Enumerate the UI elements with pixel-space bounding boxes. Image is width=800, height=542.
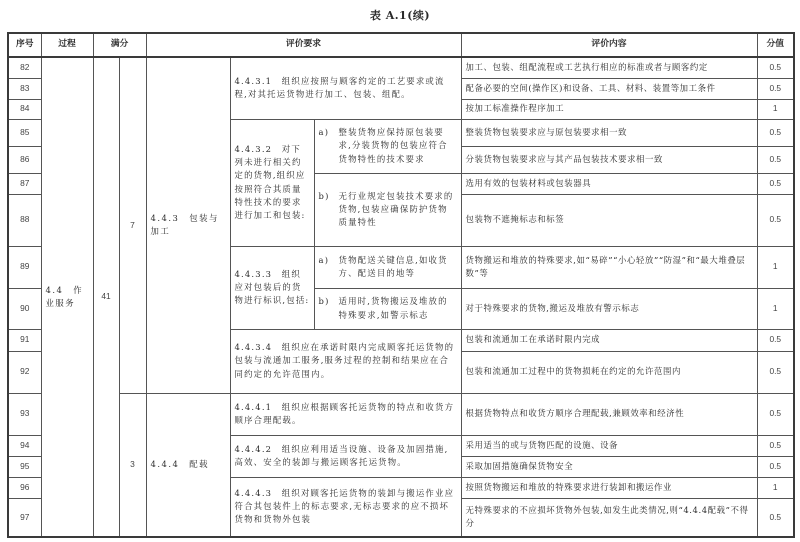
row-score: 0.5	[757, 456, 794, 477]
row-content: 包装物不遮掩标志和标签	[461, 194, 757, 246]
item-marker: b)	[318, 296, 330, 307]
row-content: 按照货物搬运和堆放的特殊要求进行装卸和搬运作业	[461, 477, 757, 498]
row-score: 0.5	[757, 498, 794, 537]
item-marker: a)	[318, 127, 330, 138]
requirement-4432: 4.4.3.2 对下列未进行相关约定的货物,组织应按照符合其质量特性技术的要求进行加工和包装:	[230, 119, 314, 246]
row-content: 采取加固措施确保货物安全	[461, 456, 757, 477]
process-full-score: 41	[93, 57, 119, 537]
row-score: 1	[757, 99, 794, 119]
requirement-4441: 4.4.4.1 组织应根据顾客托运货物的特点和收货方顺序合理配载。	[230, 393, 461, 435]
row-seq: 97	[8, 498, 41, 537]
row-seq: 86	[8, 146, 41, 173]
row-score: 0.5	[757, 393, 794, 435]
table-row	[8, 393, 794, 435]
item-text: 适用时,货物搬运及堆放的特殊要求,如警示标志	[338, 296, 448, 320]
row-seq: 82	[8, 57, 41, 78]
subprocess-full-score-444: 3	[119, 393, 146, 537]
header-content: 评价内容	[461, 33, 757, 57]
row-score: 0.5	[757, 329, 794, 351]
row-seq: 94	[8, 435, 41, 456]
requirement-4433a	[314, 246, 461, 288]
row-content: 对于特殊要求的货物,搬运及堆放有警示标志	[461, 288, 757, 329]
row-content: 无特殊要求的不应损坏货物外包装,如发生此类情况,则“4.4.4配载”不得分	[461, 498, 757, 537]
row-seq: 93	[8, 393, 41, 435]
row-score: 0.5	[757, 146, 794, 173]
header-row	[8, 33, 794, 57]
row-score: 0.5	[757, 119, 794, 146]
requirement-4434: 4.4.3.4 组织应在承诺时限内完成顾客托运货物的包装与流通加工服务,服务过程的控制和结果应在合同约定的允许范围内。	[230, 329, 461, 393]
row-score: 0.5	[757, 173, 794, 194]
requirement-4431: 4.4.3.1 组织应按照与顾客约定的工艺要求或流程,对其托运货物进行加工、包装、组配。	[230, 57, 461, 119]
header-requirement: 评价要求	[146, 33, 461, 57]
row-score: 1	[757, 288, 794, 329]
row-score: 0.5	[757, 194, 794, 246]
requirement-4432a	[314, 119, 461, 173]
row-seq: 87	[8, 173, 41, 194]
header-process: 过程	[41, 33, 93, 57]
row-score: 0.5	[757, 435, 794, 456]
row-score: 1	[757, 477, 794, 498]
item-marker: b)	[318, 190, 330, 201]
row-content: 根据货物特点和收货方顺序合理配载,兼顾效率和经济性	[461, 393, 757, 435]
row-score: 1	[757, 246, 794, 288]
header-full-score: 满分	[93, 33, 146, 57]
subprocess-full-score-443: 7	[119, 57, 146, 393]
table-row	[8, 57, 794, 78]
row-seq: 88	[8, 194, 41, 246]
row-seq: 92	[8, 351, 41, 393]
evaluation-table	[7, 32, 795, 538]
row-seq: 95	[8, 456, 41, 477]
row-score: 0.5	[757, 351, 794, 393]
row-content: 配备必要的空间(操作区)和设备、工具、材料、装置等加工条件	[461, 78, 757, 99]
row-seq: 83	[8, 78, 41, 99]
requirement-4442: 4.4.4.2 组织应利用适当设施、设备及加固措施,高效、安全的装卸与搬运顾客托运货物。	[230, 435, 461, 477]
row-content: 整装货物包装要求应与原包装要求相一致	[461, 119, 757, 146]
row-seq: 84	[8, 99, 41, 119]
row-content: 选用有效的包装材料或包装器具	[461, 173, 757, 194]
table-caption: 表 A.1(续)	[369, 9, 431, 22]
row-seq: 91	[8, 329, 41, 351]
row-score: 0.5	[757, 78, 794, 99]
requirement-4433: 4.4.3.3 组织应对包装后的货物进行标识,包括:	[230, 246, 314, 329]
item-marker: a)	[318, 254, 330, 265]
row-seq: 85	[8, 119, 41, 146]
row-seq: 89	[8, 246, 41, 288]
item-text: 整装货物应保持原包装要求,分装货物的包装应符合货物特性的技术要求	[338, 127, 448, 164]
header-score: 分值	[757, 33, 794, 57]
row-content: 采用适当的或与货物匹配的设施、设备	[461, 435, 757, 456]
row-seq: 96	[8, 477, 41, 498]
process-cell: 4.4 作业服务	[41, 57, 93, 537]
row-content: 加工、包装、组配流程或工艺执行相应的标准或者与顾客约定	[461, 57, 757, 78]
row-seq: 90	[8, 288, 41, 329]
header-seq: 序号	[8, 33, 41, 57]
requirement-4433b	[314, 288, 461, 329]
row-content: 包装和流通加工在承诺时限内完成	[461, 329, 757, 351]
subprocess-label-444: 4.4.4 配载	[146, 393, 230, 537]
row-content: 货物搬运和堆放的特殊要求,如“易碎”“小心轻放”“防湿”和“最大堆叠层数”等	[461, 246, 757, 288]
row-score: 0.5	[757, 57, 794, 78]
row-content: 包装和流通加工过程中的货物损耗在约定的允许范围内	[461, 351, 757, 393]
requirement-4443: 4.4.4.3 组织对顾客托运货物的装卸与搬运作业应符合其包装件上的标志要求,无标志要求的应不损坏货物和货物外包装	[230, 477, 461, 537]
item-text: 无行业规定包装技术要求的货物,包装应确保防护货物质量特性	[338, 190, 454, 227]
row-content: 分装货物包装要求应与其产品包装技术要求相一致	[461, 146, 757, 173]
row-content: 按加工标准操作程序加工	[461, 99, 757, 119]
subprocess-label-443: 4.4.3 包装与加工	[146, 57, 230, 393]
item-text: 货物配送关键信息,如收货方、配送目的地等	[338, 254, 448, 278]
requirement-4432b	[314, 173, 461, 246]
